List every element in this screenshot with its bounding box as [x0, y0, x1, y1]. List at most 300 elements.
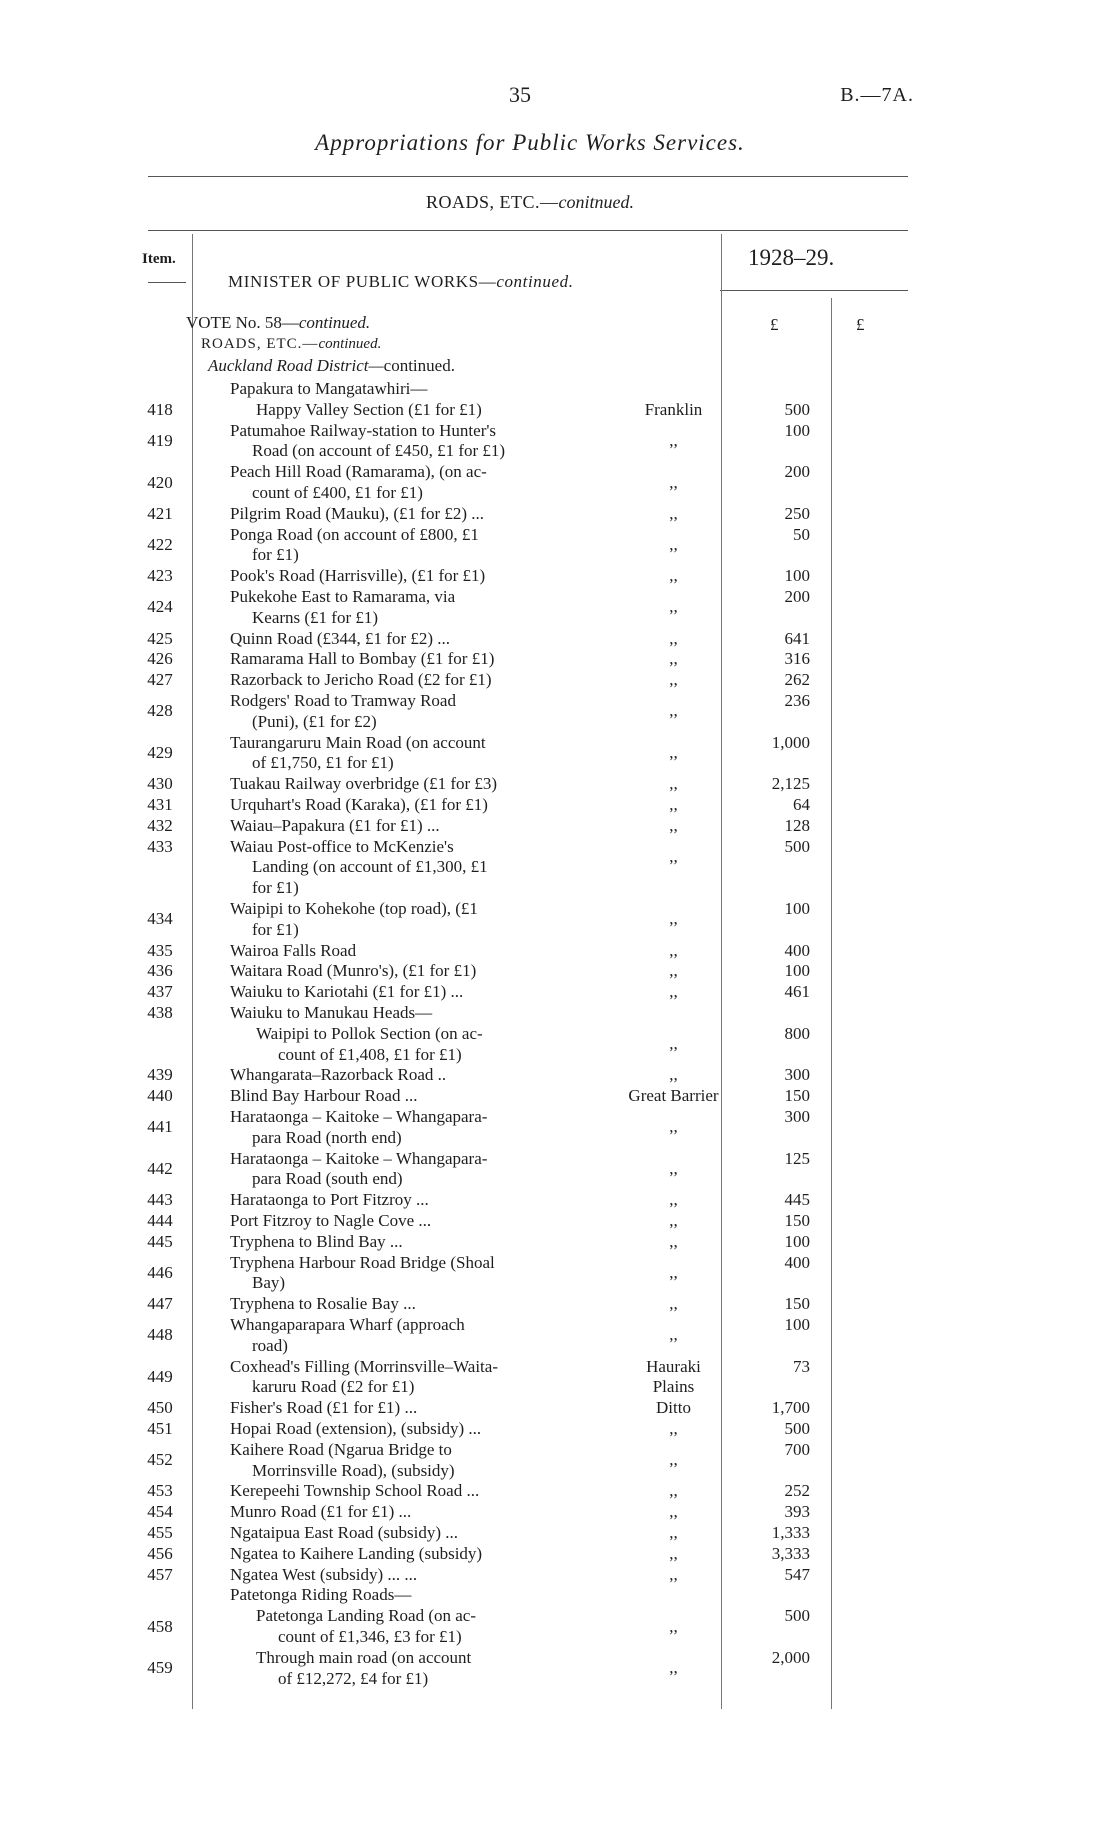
roads-subheading — [201, 336, 381, 353]
district-name — [616, 816, 731, 837]
item-description — [230, 525, 479, 567]
item-number: 454 — [147, 1502, 173, 1522]
amount-column-divider — [831, 298, 832, 1709]
item-description — [230, 1232, 403, 1253]
amount: 100 — [784, 961, 810, 981]
title-rule — [148, 176, 908, 177]
amount: 1,000 — [771, 732, 810, 752]
item-number: 439 — [147, 1065, 173, 1085]
item-description — [230, 462, 487, 504]
item-number: 443 — [147, 1190, 173, 1210]
page-title: Appropriations for Public Works Services. — [315, 130, 745, 155]
district-name — [616, 1658, 731, 1679]
item-description — [230, 1253, 495, 1295]
item-description — [230, 1398, 417, 1419]
description-line: count of £1,408, £1 for £1) — [278, 1044, 462, 1064]
description-line: Tryphena to Blind Bay ... — [230, 1231, 403, 1251]
description-line: Tryphena to Rosalie Bay ... — [230, 1294, 416, 1314]
item-description — [230, 1523, 458, 1544]
amount: 500 — [784, 1419, 810, 1438]
description-line: Kerepeehi Township School Road ... — [230, 1481, 480, 1501]
description-line: Patetonga Landing Road (on ac- — [256, 1606, 476, 1626]
district-name — [616, 1065, 731, 1086]
district-line: ,, — [669, 1294, 678, 1314]
district-name — [616, 1398, 731, 1419]
description-line: Tryphena Harbour Road Bridge (Shoal — [230, 1252, 495, 1272]
item-number: 432 — [147, 815, 173, 835]
description-line: Waiuku to Manukau Heads— — [230, 1003, 433, 1022]
district-line: ,, — [669, 742, 678, 762]
district-line: ,, — [669, 1034, 678, 1054]
description-line: Kearns (£1 for £1) — [252, 607, 379, 627]
description-line: Quinn Road (£344, £1 for £2) ... — [230, 628, 451, 648]
district-line: ,, — [669, 597, 678, 617]
item-number: 455 — [147, 1523, 173, 1542]
roads-subheading-main: ROADS, ETC.— — [201, 336, 319, 352]
district-name — [616, 1544, 731, 1565]
description-line: of £1,750, £1 for £1) — [252, 753, 394, 773]
section-heading-main: ROADS, ETC.— — [426, 192, 559, 212]
description-line: para Road (south end) — [252, 1169, 403, 1189]
description-line: Waipipi to Kohekohe (top road), (£1 — [230, 899, 478, 918]
district-name — [616, 597, 731, 618]
description-line: Rodgers' Road to Tramway Road — [230, 691, 456, 710]
amount: 200 — [784, 587, 810, 606]
item-description — [230, 1357, 498, 1399]
amount: 500 — [784, 399, 810, 419]
pound-sign-total: £ — [856, 315, 865, 334]
item-description — [230, 1315, 465, 1357]
item-description — [230, 1544, 482, 1565]
district-heading — [208, 356, 455, 376]
description-line: Coxhead's Filling (Morrinsville–Waita- — [230, 1356, 498, 1376]
amount: 316 — [784, 649, 810, 669]
description-line: Morrinsville Road), (subsidy) — [252, 1460, 455, 1480]
item-description — [230, 1481, 479, 1502]
item-description — [230, 795, 488, 816]
description-line: Harataonga – Kaitoke – Whangapara- — [230, 1107, 488, 1126]
item-description — [230, 670, 492, 691]
district-name — [616, 1450, 731, 1471]
item-number: 434 — [147, 909, 173, 929]
description-line: Taurangaruru Main Road (on account — [230, 732, 486, 752]
item-description — [230, 1065, 446, 1086]
item-description — [230, 816, 440, 837]
item-number: 449 — [147, 1366, 173, 1386]
district-name — [616, 941, 731, 962]
item-number: 447 — [147, 1294, 173, 1314]
vote-line — [186, 313, 370, 333]
item-description — [230, 421, 505, 463]
amount: 3,333 — [771, 1543, 810, 1563]
item-description — [230, 982, 463, 1003]
description-line: Pilgrim Road (Mauku), (£1 for £2) ... — [230, 503, 485, 523]
district-name — [616, 961, 731, 982]
item-number: 444 — [147, 1211, 173, 1230]
item-number: 438 — [147, 1003, 173, 1022]
district-line: ,, — [669, 1502, 678, 1522]
item-description — [230, 1606, 476, 1648]
description-line: Landing (on account of £1,300, £1 — [252, 857, 488, 877]
amount: 150 — [784, 1086, 810, 1106]
description-line: Ponga Road (on account of £800, £1 — [230, 524, 479, 544]
item-description — [230, 379, 427, 400]
district-line: ,, — [669, 1325, 678, 1345]
district-line: ,, — [669, 774, 678, 794]
district-name — [616, 566, 731, 587]
item-number: 428 — [147, 701, 173, 721]
amount: 2,000 — [771, 1647, 810, 1667]
description-line: Papakura to Mangatawhiri— — [230, 379, 428, 398]
district-line: ,, — [669, 846, 678, 866]
item-description — [230, 1107, 487, 1149]
district-name — [616, 1294, 731, 1315]
description-line: Waiau–Papakura (£1 for £1) ... — [230, 815, 440, 835]
description-line: Road (on account of £450, £1 for £1) — [252, 441, 506, 461]
district-name — [616, 847, 731, 868]
description-line: Ngataipua East Road (subsidy) ... — [230, 1523, 459, 1542]
amount: 1,333 — [771, 1523, 810, 1542]
district-name — [616, 504, 731, 525]
item-number: 433 — [147, 836, 173, 856]
item-description — [230, 1419, 481, 1440]
item-number: 426 — [147, 649, 173, 669]
item-number: 437 — [147, 982, 173, 1002]
description-line: Whangaparapara Wharf (approach — [230, 1315, 465, 1334]
district-line: ,, — [669, 1262, 678, 1282]
district-line: ,, — [669, 649, 678, 669]
description-line: Bay) — [252, 1273, 286, 1293]
description-line: para Road (north end) — [252, 1127, 402, 1147]
description-line: Pook's Road (Harrisville), (£1 for £1) — [230, 566, 486, 586]
description-line: Patumahoe Railway-station to Hunter's — [230, 420, 497, 440]
item-description — [230, 1086, 417, 1107]
description-line: Pukekohe East to Ramarama, via — [230, 587, 456, 606]
amount: 1,700 — [771, 1398, 810, 1418]
item-description — [230, 1149, 487, 1191]
item-number: 425 — [147, 628, 173, 648]
district-name — [616, 1263, 731, 1284]
item-description — [230, 1502, 411, 1523]
district-name — [616, 1565, 731, 1586]
item-header-rule — [148, 282, 186, 283]
district-line: ,, — [669, 1158, 678, 1178]
description-line: Ramarama Hall to Bombay (£1 for £1) — [230, 649, 495, 669]
district-line: ,, — [669, 430, 678, 450]
district-line: ,, — [669, 1211, 678, 1230]
description-line: count of £1,346, £3 for £1) — [278, 1626, 462, 1646]
description-line: Fisher's Road (£1 for £1) ... — [230, 1398, 418, 1418]
item-description — [230, 629, 450, 650]
amount: 461 — [784, 982, 810, 1002]
item-number: 446 — [147, 1262, 173, 1282]
item-description — [230, 587, 455, 629]
district-name — [616, 701, 731, 722]
district-line: ,, — [669, 909, 678, 929]
page-number: 35 — [509, 82, 531, 107]
district-line: ,, — [669, 1190, 678, 1210]
district-name — [616, 649, 731, 670]
district-line: ,, — [669, 1419, 678, 1438]
district-line: Hauraki — [646, 1356, 701, 1376]
document-reference: B.—7A. — [840, 84, 914, 106]
district-line: ,, — [669, 1481, 678, 1501]
item-description — [230, 961, 476, 982]
district-line: ,, — [669, 1117, 678, 1137]
item-description — [230, 1190, 429, 1211]
district-line: ,, — [669, 1543, 678, 1563]
amount: 236 — [784, 691, 810, 710]
vote-line-italic: continued. — [298, 313, 371, 332]
district-name — [616, 795, 731, 816]
district-line: Great Barrier — [628, 1086, 719, 1106]
item-number: 429 — [147, 742, 173, 762]
amount: 500 — [784, 836, 810, 856]
district-name — [616, 473, 731, 494]
description-line: Hopai Road (extension), (subsidy) ... — [230, 1419, 482, 1438]
district-name — [616, 1190, 731, 1211]
description-line: Wairoa Falls Road — [230, 940, 357, 960]
district-line: Franklin — [644, 399, 703, 419]
amount: 547 — [784, 1564, 810, 1584]
amount: 400 — [784, 940, 810, 960]
amount: 700 — [784, 1439, 810, 1459]
district-name — [616, 400, 731, 421]
year-header-rule — [720, 290, 908, 291]
item-description — [230, 733, 486, 775]
district-line: ,, — [669, 961, 678, 981]
district-line: ,, — [669, 1065, 678, 1085]
item-description — [230, 691, 456, 733]
district-heading-italic: Auckland Road District— — [208, 356, 384, 375]
vote-line-main: VOTE No. 58— — [186, 313, 299, 332]
item-number: 421 — [147, 503, 173, 523]
description-line: Tuakau Railway overbridge (£1 for £3) — [230, 774, 498, 794]
item-description — [230, 941, 356, 962]
item-description — [230, 504, 484, 525]
district-name — [616, 1523, 731, 1544]
minister-heading — [228, 272, 574, 292]
item-number: 451 — [147, 1419, 173, 1438]
description-line: Waitara Road (Munro's), (£1 for £1) — [230, 961, 477, 981]
district-name — [616, 1086, 731, 1107]
item-number: 436 — [147, 961, 173, 981]
item-number: 458 — [147, 1616, 173, 1636]
amount: 641 — [784, 628, 810, 648]
description-line: (Puni), (£1 for £2) — [252, 711, 377, 731]
district-name — [616, 431, 731, 452]
item-description — [230, 649, 494, 670]
description-line: count of £400, £1 for £1) — [252, 482, 423, 502]
amount: 150 — [784, 1211, 810, 1230]
district-name — [616, 1325, 731, 1346]
description-line: karuru Road (£2 for £1) — [252, 1377, 415, 1397]
amount: 393 — [784, 1502, 810, 1522]
amount: 100 — [784, 899, 810, 918]
item-column-divider — [192, 234, 193, 1709]
district-line: ,, — [669, 1450, 678, 1470]
item-number: 422 — [147, 534, 173, 554]
description-line: for £1) — [252, 878, 299, 898]
item-description — [230, 1440, 455, 1482]
amount: 50 — [793, 524, 810, 544]
item-number: 442 — [147, 1158, 173, 1178]
description-line: Waipipi to Pollok Section (on ac- — [256, 1023, 483, 1043]
item-column-header: Item. — [142, 251, 176, 267]
district-name — [616, 1117, 731, 1138]
item-number: 424 — [147, 597, 173, 617]
district-line: ,, — [669, 982, 678, 1002]
description-line: Urquhart's Road (Karaka), (£1 for £1) — [230, 795, 488, 814]
description-line: Ngatea West (subsidy) ... ... — [230, 1564, 418, 1584]
district-name — [616, 982, 731, 1003]
district-heading-cont: continued. — [383, 356, 455, 375]
roads-subheading-italic: continued. — [318, 336, 382, 352]
district-line: ,, — [669, 1564, 678, 1584]
item-number: 457 — [147, 1564, 173, 1584]
item-number: 453 — [147, 1481, 173, 1501]
pound-sign-amount: £ — [770, 315, 779, 334]
item-description — [230, 1211, 431, 1232]
district-line: ,, — [669, 534, 678, 554]
item-number: 456 — [147, 1543, 173, 1563]
item-number: 435 — [147, 940, 173, 960]
district-name — [616, 670, 731, 691]
district-name — [616, 743, 731, 764]
district-name — [616, 1211, 731, 1232]
amount: 262 — [784, 670, 810, 690]
item-number: 427 — [147, 670, 173, 690]
amount: 252 — [784, 1481, 810, 1501]
item-description — [230, 1003, 432, 1024]
item-description — [230, 1294, 416, 1315]
district-name — [616, 1481, 731, 1502]
district-line: ,, — [669, 940, 678, 960]
section-heading-italic: conitnued. — [558, 192, 634, 212]
description-line: Happy Valley Section (£1 for £1) — [256, 399, 482, 419]
description-line: Harataonga to Port Fitzroy ... — [230, 1190, 429, 1210]
item-number: 419 — [147, 430, 173, 450]
amount: 125 — [784, 1148, 810, 1168]
description-line: Through main road (on account — [256, 1647, 472, 1667]
district-name — [616, 1159, 731, 1180]
item-number: 430 — [147, 774, 173, 794]
description-line: Whangarata–Razorback Road .. — [230, 1065, 447, 1085]
district-name — [616, 1617, 731, 1638]
description-line: Kaihere Road (Ngarua Bridge to — [230, 1439, 452, 1459]
amount: 100 — [784, 1315, 810, 1334]
amount: 250 — [784, 503, 810, 523]
item-number: 423 — [147, 566, 173, 586]
district-line: ,, — [669, 566, 678, 586]
item-description — [230, 899, 478, 941]
amount: 200 — [784, 462, 810, 482]
district-name — [616, 629, 731, 650]
item-number: 450 — [147, 1398, 173, 1418]
item-description — [230, 400, 482, 421]
description-line: Port Fitzroy to Nagle Cove ... — [230, 1211, 432, 1230]
item-description — [230, 1585, 411, 1606]
district-line: ,, — [669, 472, 678, 492]
amount: 150 — [784, 1294, 810, 1314]
district-name — [616, 1232, 731, 1253]
item-number: 452 — [147, 1450, 173, 1470]
item-description — [230, 1024, 483, 1066]
item-number: 445 — [147, 1231, 173, 1251]
description-line: for £1) — [252, 919, 299, 939]
district-line: ,, — [669, 628, 678, 648]
amount: 500 — [784, 1606, 810, 1626]
amount: 300 — [784, 1065, 810, 1085]
description-line: Ngatea to Kaihere Landing (subsidy) — [230, 1543, 483, 1563]
district-line: ,, — [669, 701, 678, 721]
item-number: 441 — [147, 1117, 173, 1137]
amount: 100 — [784, 1231, 810, 1251]
amount: 2,125 — [771, 774, 810, 794]
district-name — [616, 774, 731, 795]
district-name — [616, 1502, 731, 1523]
district-name — [616, 1357, 731, 1399]
description-line: Patetonga Riding Roads— — [230, 1585, 412, 1605]
district-line: ,, — [669, 795, 678, 814]
item-number: 420 — [147, 472, 173, 492]
description-line: Blind Bay Harbour Road ... — [230, 1086, 418, 1106]
minister-heading-italic: continued. — [496, 272, 574, 291]
district-line: ,, — [669, 1616, 678, 1636]
description-line: Waiau Post-office to McKenzie's — [230, 836, 454, 856]
amount: 64 — [793, 795, 810, 814]
amount: 73 — [793, 1356, 810, 1376]
amount: 100 — [784, 566, 810, 586]
amount: 400 — [784, 1252, 810, 1272]
district-line: Ditto — [656, 1398, 691, 1418]
district-name — [616, 1034, 731, 1055]
district-line: ,, — [669, 503, 678, 523]
district-line: ,, — [669, 670, 678, 690]
item-number: 431 — [147, 795, 173, 814]
item-number: 418 — [147, 399, 173, 419]
district-line: ,, — [669, 1231, 678, 1251]
district-name — [616, 909, 731, 930]
description-line: of £12,272, £4 for £1) — [278, 1668, 429, 1688]
item-description — [230, 1565, 417, 1586]
amount: 800 — [784, 1023, 810, 1043]
minister-heading-main: MINISTER OF PUBLIC WORKS— — [228, 272, 497, 291]
description-line: Waiuku to Kariotahi (£1 for £1) ... — [230, 982, 464, 1002]
description-line: Munro Road (£1 for £1) ... — [230, 1502, 412, 1522]
amount: 100 — [784, 420, 810, 440]
description-line: Harataonga – Kaitoke – Whangapara- — [230, 1148, 488, 1168]
item-description — [230, 837, 488, 899]
item-description — [230, 774, 497, 795]
amount: 445 — [784, 1190, 810, 1210]
description-line: road) — [252, 1335, 288, 1355]
description-line: for £1) — [252, 545, 299, 565]
amount: 128 — [784, 815, 810, 835]
section-heading — [0, 192, 1060, 213]
year-column-header: 1928–29. — [748, 245, 835, 270]
item-number: 459 — [147, 1658, 173, 1678]
description-line: Razorback to Jericho Road (£2 for £1) — [230, 670, 492, 690]
amount: 300 — [784, 1107, 810, 1126]
item-number: 440 — [147, 1086, 173, 1106]
item-number: 448 — [147, 1325, 173, 1345]
item-description — [230, 566, 485, 587]
district-name — [616, 1419, 731, 1440]
item-description — [230, 1648, 471, 1690]
district-name — [616, 535, 731, 556]
district-line: ,, — [669, 1523, 678, 1542]
